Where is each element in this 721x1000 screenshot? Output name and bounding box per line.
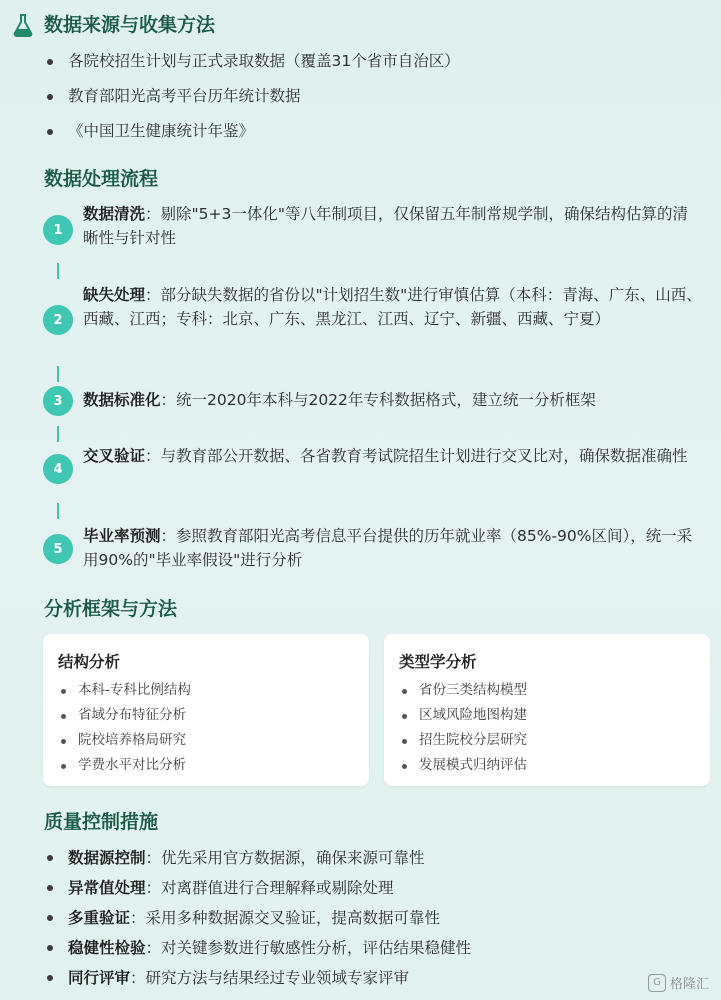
step-label: 缺失处理 <box>83 286 146 304</box>
step-label: 数据标准化 <box>83 391 161 409</box>
item-label: 多重验证 <box>68 909 131 927</box>
structure-analysis-card <box>43 634 369 786</box>
list-item <box>44 873 471 903</box>
list-item: 各院校招生计划与正式录取数据（覆盖31个省市自治区） <box>44 51 460 71</box>
step-connector <box>57 503 59 519</box>
step-label: 数据清洗 <box>83 205 146 223</box>
step-desc: ：部分缺失数据的省份以"计划招生数"进行审慎估算（本科：青海、广东、山西、西藏、江西；专科：北京、广东、黑龙江、江西、辽宁、新疆、西藏、宁夏） <box>83 286 702 328</box>
list-item: 学费水平对比分析 <box>59 753 191 778</box>
list-item: 区域风险地图构建 <box>400 703 527 728</box>
step-desc: ：与教育部公开数据、各省教育考试院招生计划进行交叉比对，确保数据准确性 <box>145 447 688 465</box>
step-number: 5 <box>43 534 73 564</box>
list-item: 本科-专科比例结构 <box>59 678 191 703</box>
step-connector <box>57 366 59 382</box>
card-list <box>59 678 191 778</box>
quality-list <box>44 843 471 993</box>
step-connector <box>57 426 59 442</box>
list-item: 省份三类结构模型 <box>400 678 527 703</box>
typology-analysis-card <box>384 634 710 786</box>
item-desc: ：优先采用官方数据源，确保来源可靠性 <box>145 849 425 867</box>
item-label: 数据源控制 <box>68 849 146 867</box>
list-item: 《中国卫生健康统计年鉴》 <box>44 121 460 141</box>
step-number: 1 <box>43 215 73 245</box>
step-number: 3 <box>43 386 73 416</box>
sources-list <box>44 51 460 141</box>
watermark-text: 格隆汇 <box>669 977 709 992</box>
watermark <box>648 973 709 992</box>
step-desc: ：剔除"5+3一体化"等八年制项目，仅保留五年制常规学制，确保结构估算的清晰性与针对性 <box>83 205 688 247</box>
list-item: 院校培养格局研究 <box>59 728 191 753</box>
card-title: 类型学分析 <box>399 653 477 671</box>
item-desc: ：研究方法与结果经过专业领域专家评审 <box>130 969 410 987</box>
process-title: 数据处理流程 <box>44 168 159 190</box>
step-label: 交叉验证 <box>83 447 146 465</box>
sources-title: 数据来源与收集方法 <box>44 14 216 36</box>
item-label: 异常值处理 <box>68 879 146 897</box>
step-number: 2 <box>43 305 73 335</box>
list-item <box>44 963 471 993</box>
list-item: 招生院校分层研究 <box>400 728 527 753</box>
step-text <box>83 388 703 412</box>
step-text <box>83 524 703 572</box>
item-desc: ：采用多种数据源交叉验证，提高数据可靠性 <box>130 909 441 927</box>
quality-title: 质量控制措施 <box>44 811 159 833</box>
step-text <box>83 444 703 468</box>
card-title: 结构分析 <box>58 653 121 671</box>
framework-title: 分析框架与方法 <box>44 598 178 620</box>
list-item: 省域分布特征分析 <box>59 703 191 728</box>
list-item <box>44 933 471 963</box>
step-text <box>83 202 703 250</box>
step-desc: ：统一2020年本科与2022年专科数据格式，建立统一分析框架 <box>160 391 596 409</box>
item-label: 稳健性检验 <box>68 939 146 957</box>
flask-icon <box>12 13 34 37</box>
watermark-logo-icon: G <box>648 974 666 992</box>
step-connector <box>57 263 59 279</box>
list-item: 教育部阳光高考平台历年统计数据 <box>44 86 460 106</box>
list-item <box>44 903 471 933</box>
list-item: 发展模式归纳评估 <box>400 753 527 778</box>
item-desc: ：对离群值进行合理解释或剔除处理 <box>145 879 394 897</box>
item-desc: ：对关键参数进行敏感性分析，评估结果稳健性 <box>145 939 472 957</box>
card-list <box>400 678 527 778</box>
step-label: 毕业率预测 <box>83 527 161 545</box>
list-item <box>44 843 471 873</box>
step-number: 4 <box>43 454 73 484</box>
step-desc: ：参照教育部阳光高考信息平台提供的历年就业率（85%-90%区间），统一采用90%的"毕业率假设"进行分析 <box>83 527 693 569</box>
item-label: 同行评审 <box>68 969 131 987</box>
step-text <box>83 283 703 331</box>
